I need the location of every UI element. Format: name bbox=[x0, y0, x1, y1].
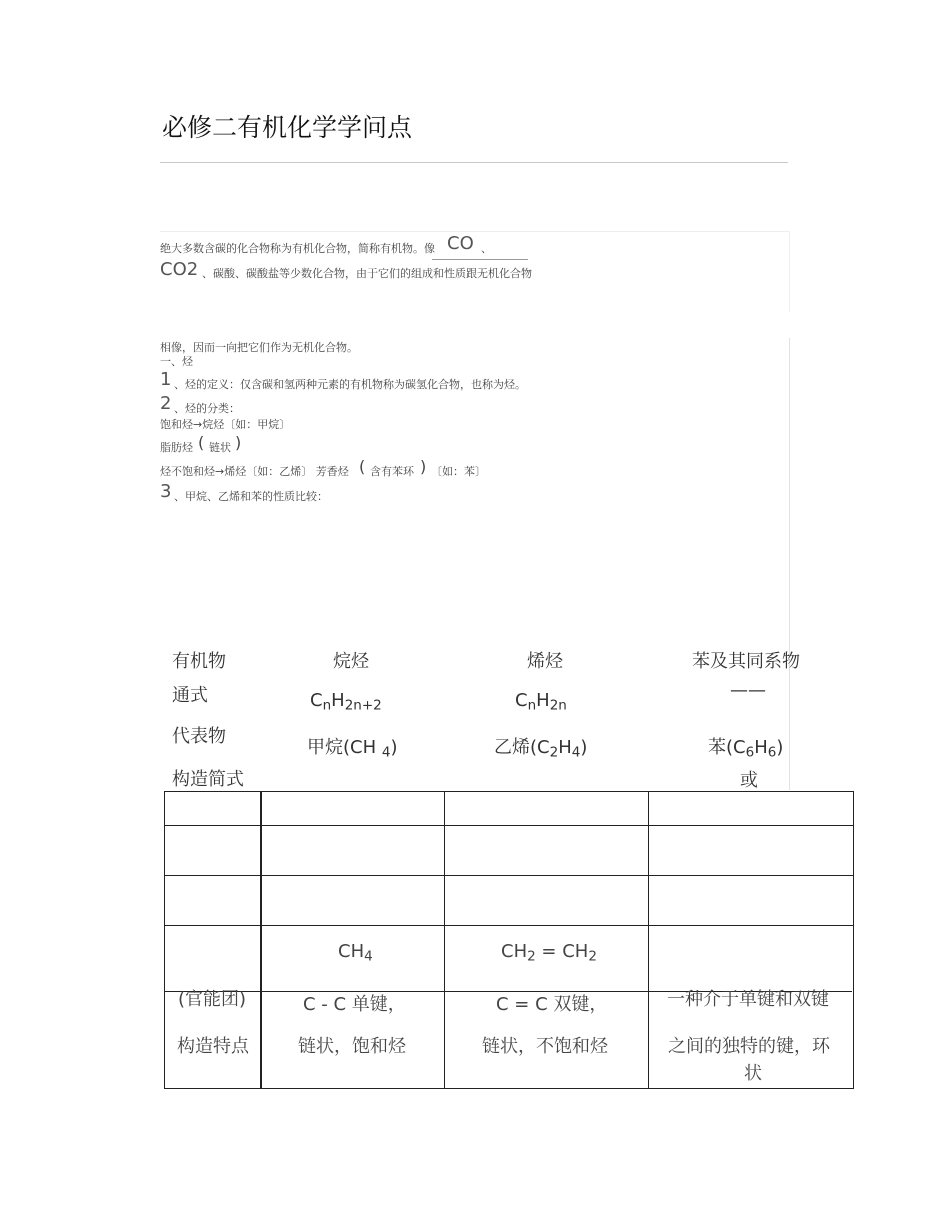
benzene-example: 〔如：苯〕 bbox=[431, 465, 486, 478]
intro-line-3: 相像，因而一向把它们作为无机化合物。 bbox=[160, 341, 358, 354]
intro-line-2: 、碳酸、碳酸盐等少数化合物，由于它们的组成和性质跟无机化合物 bbox=[202, 267, 532, 280]
table-cell bbox=[165, 792, 262, 826]
alkane-feature-1: C - C 单键， bbox=[303, 994, 406, 1015]
table-cell bbox=[261, 792, 445, 826]
paren-close-2: ) bbox=[420, 457, 427, 476]
benzene-representative: 苯$(C_6H_6)$ bbox=[708, 737, 784, 761]
benzene-general-formula: —— bbox=[730, 680, 766, 701]
col-header-benzene: 苯及其同系物 bbox=[692, 651, 800, 672]
benzene-ring-label: 含有苯环 bbox=[370, 465, 414, 478]
alkene-feature-2: 链状，不饱和烃 bbox=[482, 1036, 608, 1057]
table-cell bbox=[165, 876, 262, 926]
item-2-number: 2 bbox=[160, 393, 172, 414]
unsaturated-line: 烃不饱和烃→烯烃〔如：乙烯〕 芳香烃 bbox=[160, 465, 349, 478]
table-cell bbox=[261, 876, 445, 926]
co2-formula: CO2 bbox=[160, 259, 199, 280]
item-1-text: 、烃的定义：仅含碳和氢两种元素的有机物称为碳氢化合物，也称为烃。 bbox=[174, 378, 526, 391]
content-border bbox=[789, 338, 790, 790]
table-cell bbox=[649, 876, 854, 926]
intro-line-1: 绝大多数含碳的化合物称为有机化合物，简称有机物。像 bbox=[160, 242, 435, 255]
table-cell bbox=[445, 826, 649, 876]
structure-feature-label: 构造特点 bbox=[177, 1036, 249, 1057]
col-header-organic: 有机物 bbox=[172, 651, 226, 672]
benzene-feature-1: 一种介于单键和双键 bbox=[667, 989, 829, 1010]
page-title: 必修二有机化学学问点 bbox=[162, 113, 413, 142]
aliphatic-label: 脂肪烃 bbox=[160, 441, 193, 454]
item-2-text: 、烃的分类： bbox=[174, 402, 240, 415]
table-cell bbox=[445, 876, 649, 926]
item-1-number: 1 bbox=[160, 369, 172, 390]
alkane-representative: 甲烷(CH $_4$) bbox=[307, 737, 398, 761]
co-formula: CO bbox=[447, 233, 474, 254]
row-label-representative: 代表物 bbox=[172, 726, 226, 747]
functional-group-label: (官能团) bbox=[178, 989, 247, 1010]
intro-comma: 、 bbox=[481, 242, 492, 255]
alkane-structural-formula: $CH_4$ bbox=[338, 941, 373, 965]
section-heading: 一、烃 bbox=[160, 355, 193, 368]
alkene-structural-formula: $CH_2 = CH_2$ bbox=[501, 941, 597, 965]
table-cell bbox=[445, 792, 649, 826]
paren-open: ( bbox=[198, 433, 205, 452]
alkene-general-formula: $C_nH_{2n}$ bbox=[515, 690, 567, 714]
table-cell bbox=[165, 826, 262, 876]
item-3-text: 、甲烷、乙烯和苯的性质比较： bbox=[174, 490, 328, 503]
paren-open-2: ( bbox=[359, 457, 366, 476]
row-label-structure: 构造简式 bbox=[172, 769, 244, 790]
table-cell bbox=[649, 792, 854, 826]
alkene-representative: 乙烯$(C_2H_4)$ bbox=[494, 737, 588, 761]
table-cell bbox=[649, 826, 854, 876]
paren-close: ) bbox=[235, 433, 242, 452]
benzene-structure-or: 或 bbox=[740, 770, 758, 791]
col-header-alkane: 烷烃 bbox=[333, 651, 369, 672]
col-header-alkene: 烯烃 bbox=[527, 651, 563, 672]
table-cell bbox=[261, 826, 445, 876]
benzene-feature-3: 状 bbox=[744, 1063, 762, 1084]
benzene-feature-2: 之间的独特的键，环 bbox=[668, 1036, 830, 1057]
alkene-feature-1: C = C 双键， bbox=[496, 994, 608, 1015]
chain-label: 链状 bbox=[209, 441, 231, 454]
row-label-general-formula: 通式 bbox=[172, 685, 208, 706]
alkane-general-formula: $C_nH_{2n+2}$ bbox=[310, 690, 382, 714]
alkane-feature-2: 链状，饱和烃 bbox=[298, 1036, 406, 1057]
title-divider bbox=[160, 162, 788, 163]
saturated-line: 饱和烃→烷烃〔如：甲烷〕 bbox=[160, 418, 291, 431]
blank-underline bbox=[432, 259, 528, 260]
item-3-number: 3 bbox=[160, 481, 172, 502]
